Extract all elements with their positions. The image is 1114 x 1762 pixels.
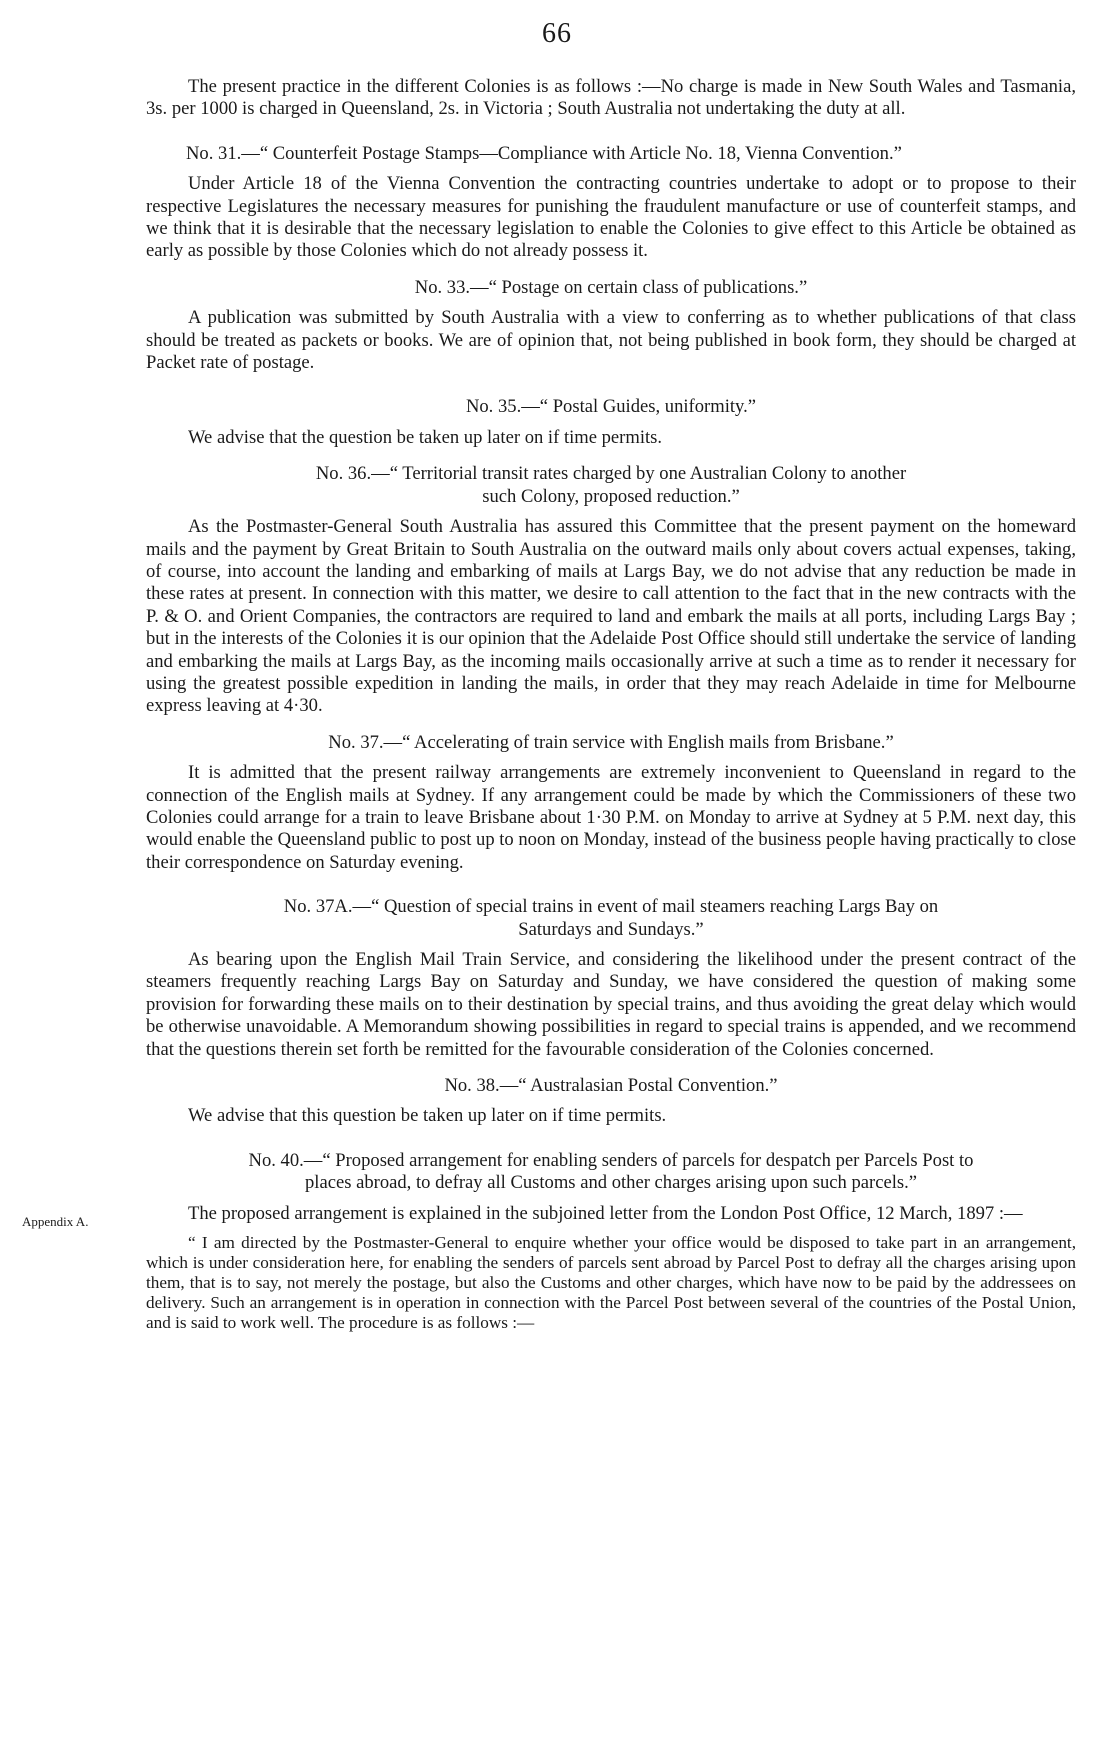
- paragraph-no-33: A publication was submitted by South Australia with a view to conferring as to whether publications of that class should be treated as packets or books. We are of opinion that, not being published in book form, they should be charged at Packet rate of postage.: [146, 307, 1076, 374]
- heading-no-38: No. 38.—“ Australasian Postal Convention.”: [444, 1075, 778, 1097]
- heading-no-37a: [146, 896, 1076, 941]
- intro-paragraph: The present practice in the different Colonies is as follows :—No charge is made in New South Wales and Tasmania, 3s. per 1000 is charged in Queensland, 2s. in Victoria ; South Australia not undertaking the duty at all.: [146, 76, 1076, 120]
- page-body: [146, 76, 1076, 1333]
- heading-no-37a-line-1: No. 37A.—“ Question of special trains in event of mail steamers reaching Largs Bay on: [283, 896, 939, 918]
- heading-no-35: No. 35.—“ Postal Guides, uniformity.”: [465, 396, 757, 418]
- paragraph-no-38: We advise that this question be taken up later on if time permits.: [188, 1105, 667, 1127]
- heading-no-37a-line-2: Saturdays and Sundays.”: [518, 918, 704, 940]
- paragraph-no-37: It is admitted that the present railway arrangements are extremely inconvenient to Queensland in regard to the connection of the English mails at Sydney. If any arrangement could be made by which the Commissioners of these two Colonies could arrange for a train to leave Brisbane about 1·30 P.M. on Monday to arrive at Sydney at 5 P.M. next day, this would enable the Queensland public to post up to noon on Monday, instead of the business people having practically to close their correspondence on Saturday evening.: [146, 762, 1076, 873]
- paragraph-no-37a: As bearing upon the English Mail Train Service, and considering the likelihood under the present contract of the steamers frequently reaching Largs Bay on Saturday and Sunday, we have considered the question of making some provision for forwarding these mails on to their destination by special trains, and thus avoiding the great delay which would be otherwise unavoidable. A Memorandum showing possibilities in regard to special trains is appended, and we recommend that the questions therein set forth be remitted for the favourable consideration of the Colonies concerned.: [146, 949, 1076, 1060]
- quoted-letter: “ I am directed by the Postmaster-General to enquire whether your office would be disposed to take part in an arrangement, which is under consideration here, for enabling the senders of parcels sent abroad by Parcel Post to defray all the charges arising upon them, that is to say, not merely the postage, but also the Customs and other charges, which have now to be paid by the addressees on delivery. Such an arrangement is in operation in connection with the Parcel Post between several of the countries of the Postal Union, and is said to work well. The procedure is as follows :—: [146, 1233, 1076, 1333]
- paragraph-no-40: The proposed arrangement is explained in the subjoined letter from the London Post Office, 12 March, 1897 :—: [188, 1202, 1023, 1224]
- heading-no-40-line-2: places abroad, to defray all Customs and other charges arising upon such parcels.”: [304, 1172, 918, 1194]
- paragraph-no-31: Under Article 18 of the Vienna Convention the contracting countries undertake to adopt or to propose to their respective Legislatures the necessary measures for punishing the fraudulent manufacture or use of counterfeit stamps, and we think that it is desirable that the necessary legislation to enable the Colonies to give effect to this Article be obtained as early as possible by those Colonies which do not already possess it.: [146, 173, 1076, 262]
- heading-no-36-line-1: No. 36.—“ Territorial transit rates charged by one Australian Colony to another: [315, 463, 907, 485]
- page-number: 66: [542, 18, 572, 49]
- heading-no-40: [146, 1150, 1076, 1195]
- margin-note-appendix: Appendix A.: [22, 1214, 89, 1229]
- heading-no-40-line-1: No. 40.—“ Proposed arrangement for enabling senders of parcels for despatch per Parcels Post to: [248, 1149, 974, 1171]
- heading-no-31: No. 31.—“ Counterfeit Postage Stamps—Compliance with Article No. 18, Vienna Convention.”: [186, 142, 902, 164]
- heading-no-36: [146, 463, 1076, 508]
- heading-no-37: No. 37.—“ Accelerating of train service with English mails from Brisbane.”: [328, 731, 894, 753]
- heading-no-33: No. 33.—“ Postage on certain class of publications.”: [414, 276, 808, 298]
- paragraph-no-36: As the Postmaster-General South Australia has assured this Committee that the present payment on the homeward mails and the payment by Great Britain to South Australia on the outward mails only about covers actual expenses, taking, of course, into account the landing and embarking of mails at Largs Bay, we do not advise that any reduction be made in these rates at present. In connection with this matter, we desire to call attention to the fact that in the new contracts with the P. & O. and Orient Companies, the contractors are required to land and embark the mails at all ports, including Largs Bay ; but in the interests of the Colonies it is our opinion that the Adelaide Post Office should still undertake the service of landing and embarking the mails at Largs Bay, as the incoming mails occasionally arrive at such a time as to render it necessary for using the greatest possible expedition in landing the mails, in order that they may reach Adelaide in time for Melbourne express leaving at 4·30.: [146, 516, 1076, 717]
- paragraph-no-35: We advise that the question be taken up later on if time permits.: [188, 426, 663, 448]
- heading-no-36-line-2: such Colony, proposed reduction.”: [482, 485, 740, 507]
